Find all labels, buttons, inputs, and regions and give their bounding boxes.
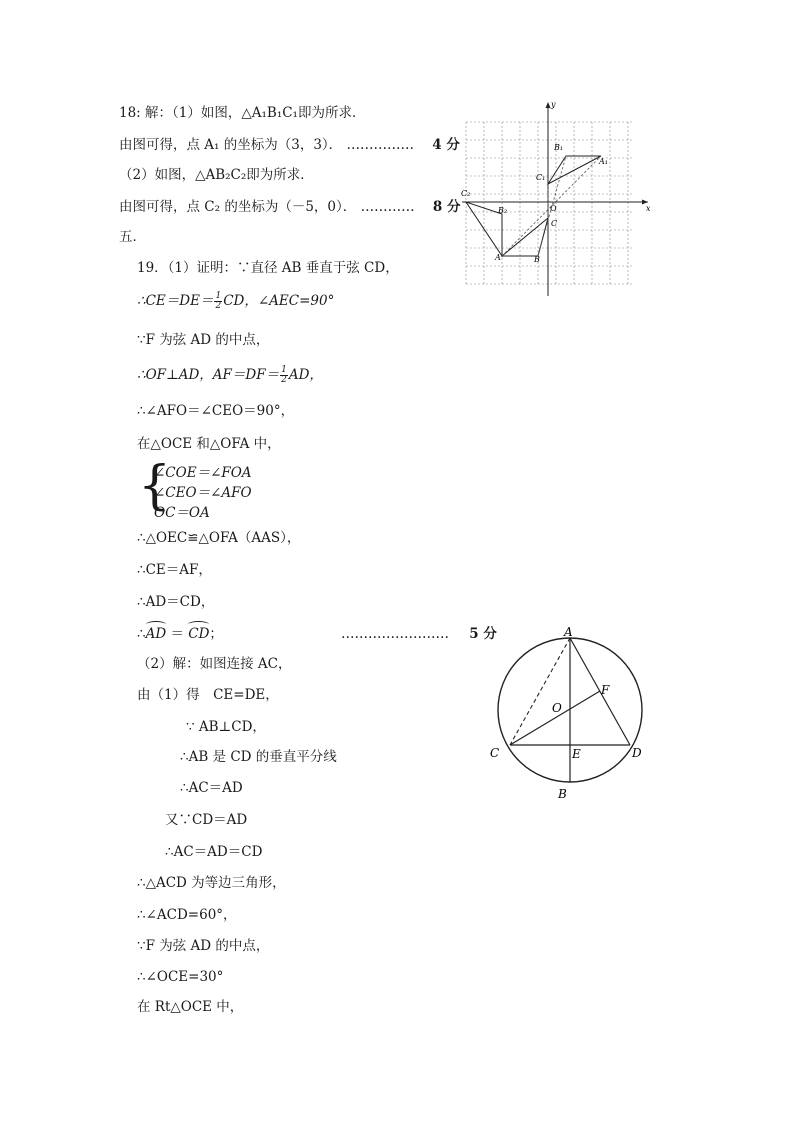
label-circle-F: F [601,683,610,697]
fraction-num-2: 1 [281,365,287,375]
q19-line10 [137,625,223,643]
coordinate-grid-figure [462,98,658,296]
q18-line4 [119,198,460,216]
score-5: 5 分 [469,626,497,642]
label-B: B [534,255,540,264]
q18-line3: （2）如图，△AB₂C₂即为所求． [119,167,314,183]
fraction-den-2: 2 [281,375,287,385]
section-marker: 五． [119,229,146,245]
q19-p2-line7: ∴AC＝AD＝CD [165,844,263,860]
q18-line2-score: 4 分 [432,137,460,153]
q19-p2-line11: ∴∠OCE=30° [137,969,224,985]
q18-line2-dots: …………… [346,137,419,153]
q19-p2-line10: ∵F 为弦 AD 的中点， [137,938,270,954]
q19-line8: ∴CE＝AF， [137,562,212,578]
q19-line10-score-line [341,625,497,643]
label-A1: A₁ [599,157,608,166]
therefore-symbol: ∴ [137,626,146,642]
q18-line2-text: 由图可得，点 A₁ 的坐标为（3，3）． [119,137,343,153]
fraction-den: 2 [215,301,222,311]
label-B1: B₁ [554,143,564,152]
label-C1: C₁ [536,173,546,182]
q18-line2 [119,136,460,154]
q19-line2-a: ∴CE＝DE＝ [137,293,214,309]
q19-p2-line8: ∴△ACD 为等边三角形， [137,875,286,891]
equals-sign: ＝ [166,626,189,642]
q19-p2-line6: 又∵CD＝AD [165,812,248,828]
label-A: A [495,253,501,262]
q19-line6: 在△OCE 和△OFA 中， [137,436,281,452]
q19-p2-line1: （2）解：如图连接 AC， [137,656,292,672]
label-circle-E: E [572,747,581,761]
system-eq-3: OC＝OA [154,505,210,521]
q18-line4-score: 8 分 [432,199,461,215]
label-circle-A: A [564,625,573,639]
q18-line4-dots: ………… [360,199,415,215]
q19-p2-line9: ∴∠ACD=60°， [137,907,237,923]
label-circle-O: O [552,701,562,715]
q18-line1: 18: 解：（1）如图，△A₁B₁C₁即为所求． [119,105,366,121]
q19-line2-b: CD，∠AEC=90° [223,293,335,309]
score-dots: …………………… [341,626,449,642]
q19-p2-line2: 由（1）得 CE=DE， [137,687,279,703]
q19-line5: ∴∠AFO＝∠CEO＝90°， [137,403,295,419]
label-C2: C₂ [461,189,471,198]
origin-label: O [550,204,557,213]
y-axis-label: y [551,100,556,109]
label-circle-B: B [558,787,567,801]
q18-line4-text: 由图可得，点 C₂ 的坐标为（－5，0）． [119,199,357,215]
q19-p2-line12: 在 Rt△OCE 中， [137,999,244,1015]
fraction-half [214,292,222,311]
system-eq-1: ∠COE＝∠FOA [154,465,252,481]
segment-cf [510,691,600,745]
arc-cd: CD [188,626,210,642]
dashed-ac [510,638,570,745]
q19-line4-a: ∴OF⊥AD，AF＝DF＝ [137,367,280,383]
q19-line4-b: AD， [288,367,323,383]
fraction-num: 1 [215,291,222,301]
y-arrow [546,102,551,108]
grid-lines [466,122,632,284]
q19-line2 [137,292,334,311]
q19-line7: ∴△OEC≌△OFA（AAS）， [137,530,301,546]
label-circle-C: C [490,746,500,760]
q19-p2-line3: ∵ AB⊥CD， [186,719,266,735]
system-eq-2: ∠CEO＝∠AFO [154,485,252,501]
fraction-half-2 [280,366,288,385]
circle-figure [484,624,654,802]
q19-line4 [137,366,323,385]
q19-line3: ∵F 为弦 AD 的中点， [137,332,270,348]
arc-ad: AD [145,626,167,642]
axes [462,104,648,296]
q19-line1: 19．（1）证明：∵直径 AB 垂直于弦 CD， [137,260,399,276]
system-brace: { [138,456,172,516]
label-C: C [551,219,558,228]
semicolon: ； [209,626,223,642]
x-axis-label: x [646,204,651,213]
triangle-abc [502,218,548,256]
q19-p2-line5: ∴AC＝AD [180,780,243,796]
q19-p2-line4: ∴AB 是 CD 的垂直平分线 [180,749,337,765]
q19-line9: ∴AD＝CD， [137,594,215,610]
label-circle-D: D [632,746,642,760]
label-B2: B₂ [498,206,508,215]
